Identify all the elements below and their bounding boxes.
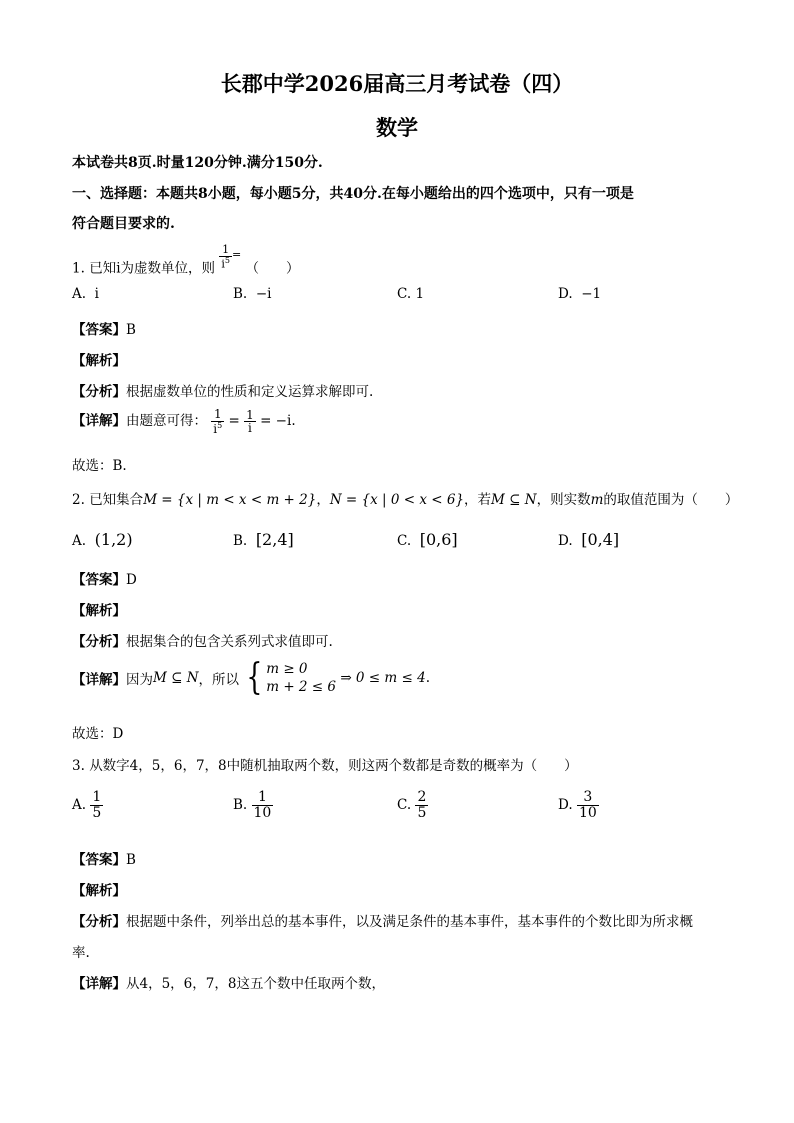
q2-option-b: B. [2,4] (233, 530, 294, 549)
q1-xiangjie-frac1: $\frac{1}{i^5}$ (213, 407, 223, 436)
q1-stem-eq: = (231, 248, 242, 262)
q1-stem-fraction (219, 244, 232, 270)
q1-number: 1. (72, 260, 85, 277)
q1-stem-paren: （ ） (245, 260, 300, 277)
q3-jiexi: 【解析】 (72, 883, 126, 899)
q1-stem-b: 为虚数单位，则 (120, 260, 216, 277)
q1-stem-a: 已知 (89, 260, 117, 277)
q3-xiangjie: 【详解】从4，5，6，7，8这五个数中任取两个数， (72, 976, 385, 992)
q2-option-a: A. (1,2) (72, 530, 133, 549)
subject-title: 数学 (376, 115, 418, 140)
q2-set-n: N = {x | 0 < x < 6} (329, 492, 465, 508)
section-heading-line2: 符合题目要求的. (72, 216, 175, 232)
q1-option-b: B. −i (233, 286, 272, 302)
q3-option-b: B. $\frac{1}{10}$ (233, 789, 272, 821)
q1-frac-den: i (221, 257, 225, 271)
q1-stem-i: i (116, 260, 121, 277)
q2-option-d: D. [0,4] (558, 530, 620, 549)
q1-frac-num: 1 (219, 244, 232, 257)
q3-option-a: A. $\frac{1}{5}$ (72, 789, 102, 821)
q3-fenxi-line2: 率. (72, 945, 90, 961)
q2-set-m: M = {x | m < x < m + 2} (143, 492, 317, 508)
q2-answer: 【答案】D (72, 572, 137, 588)
q1-frac-exp: 5 (224, 255, 230, 265)
q1-jiexi: 【解析】 (72, 353, 126, 369)
q2-equation-system: { m ≥ 0 m + 2 ≤ 6 (246, 657, 337, 699)
q1-option-c: C. 1 (397, 286, 425, 302)
q1-xiangjie-frac2: $\frac{1}{i}$ (246, 407, 254, 436)
q1-guxuan: 故选：B. (72, 458, 127, 474)
q3-fenxi-line1: 【分析】根据题中条件，列举出总的基本事件，以及满足条件的基本事件，基本事件的个数比即为所求概 (72, 914, 693, 930)
q1-stem (72, 243, 300, 282)
q2-stem: 2. 已知集合M = {x | m < x < m + 2}，N = {x | 0 < x < 6}，若M ⊆ N，则实数m的取值范围为（ ） (72, 492, 739, 508)
q2-fenxi: 【分析】根据集合的包含关系列式求值即可. (72, 634, 333, 650)
q1-option-d: D. −1 (558, 286, 602, 302)
q2-option-c: C. [0,6] (397, 530, 458, 549)
q3-option-c: C. $\frac{2}{5}$ (397, 789, 427, 821)
q3-option-d: D. $\frac{3}{10}$ (558, 789, 597, 821)
q2-jiexi: 【解析】 (72, 603, 126, 619)
q3-stem: 3. 从数字4，5，6，7，8中随机抽取两个数，则这两个数都是奇数的概率为（ ） (72, 758, 578, 774)
page-title: 长郡中学2026届高三月考试卷（四） (220, 71, 574, 96)
q1-xiangjie: 【详解】由题意可得： $\frac{1}{i^5}$ = $\frac{1}{i}$ = −i. (72, 407, 296, 436)
exam-info: 本试卷共8页.时量120分钟.满分150分. (72, 155, 323, 171)
q1-option-a: A. i (72, 286, 99, 302)
q3-answer: 【答案】B (72, 852, 136, 868)
q1-answer: 【答案】B (72, 322, 136, 338)
section-heading-line1: 一、选择题：本题共8小题，每小题5分，共40分.在每小题给出的四个选项中，只有一项是 (72, 186, 634, 202)
q1-fenxi: 【分析】根据虚数单位的性质和定义运算求解即可. (72, 384, 374, 400)
q2-xiangjie: 【详解】因为M ⊆ N，所以 { m ≥ 0 m + 2 ≤ 6 ⇒ 0 ≤ m ≤ 4. (72, 657, 430, 699)
q2-guxuan: 故选：D (72, 726, 124, 742)
